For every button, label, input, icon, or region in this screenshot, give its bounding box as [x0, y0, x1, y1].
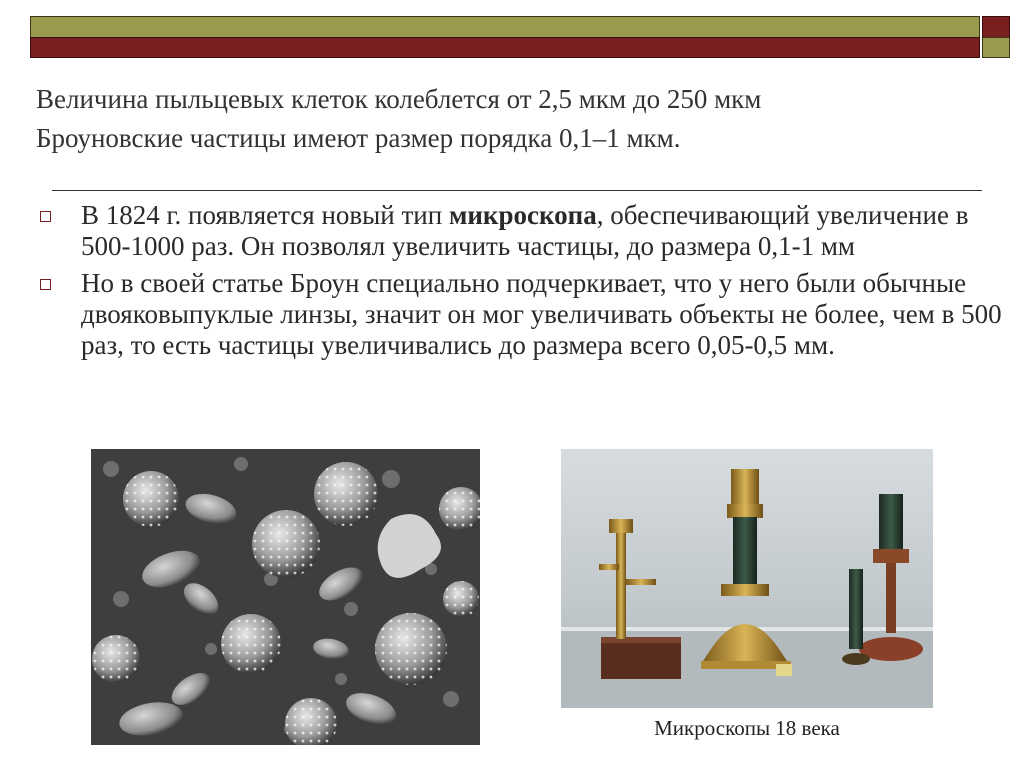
divider-line	[52, 190, 982, 191]
intro-line-1: Величина пыльцевых клеток колеблется от 2,5 мкм до 250 мкм	[36, 84, 762, 114]
header-bar-olive	[30, 16, 980, 38]
header-corner-olive	[982, 37, 1010, 58]
bullet-1-text-before: В 1824 г. появляется новый тип	[81, 200, 449, 230]
hollow-square-bullet-icon	[40, 211, 51, 222]
microscopes-illustration	[561, 449, 933, 708]
intro-text	[36, 80, 996, 158]
microscopes-photo-image	[561, 449, 933, 708]
intro-line-2: Броуновские частицы имеют размер порядка 0,1–1 мкм.	[36, 123, 681, 153]
bullet-item-1	[40, 200, 1020, 262]
bullet-list	[40, 200, 1020, 367]
pollen-micrograph-image	[91, 449, 480, 745]
image-caption: Микроскопы 18 века	[654, 716, 840, 740]
header-corner-red	[982, 16, 1010, 38]
header-bar-red	[30, 37, 980, 58]
hollow-square-bullet-icon	[40, 279, 51, 290]
bullet-1-text-after: , обеспечивающий увеличение в 500-1000 раз. Он позволял увеличить частицы, до размера 0,1-1 мм	[81, 200, 969, 261]
pollen-illustration	[91, 449, 480, 745]
bullet-2-text: Но в своей статье Броун специально подчеркивает, что у него были обычные двояковыпуклые линзы, значит он мог увеличивать объекты не более, чем в 500 раз, то есть частицы увеличивались до размера всего 0,05-0,5 мм.	[81, 268, 1002, 360]
bullet-item-2	[40, 268, 1020, 361]
bullet-1-bold-word: микроскопа	[448, 200, 597, 230]
